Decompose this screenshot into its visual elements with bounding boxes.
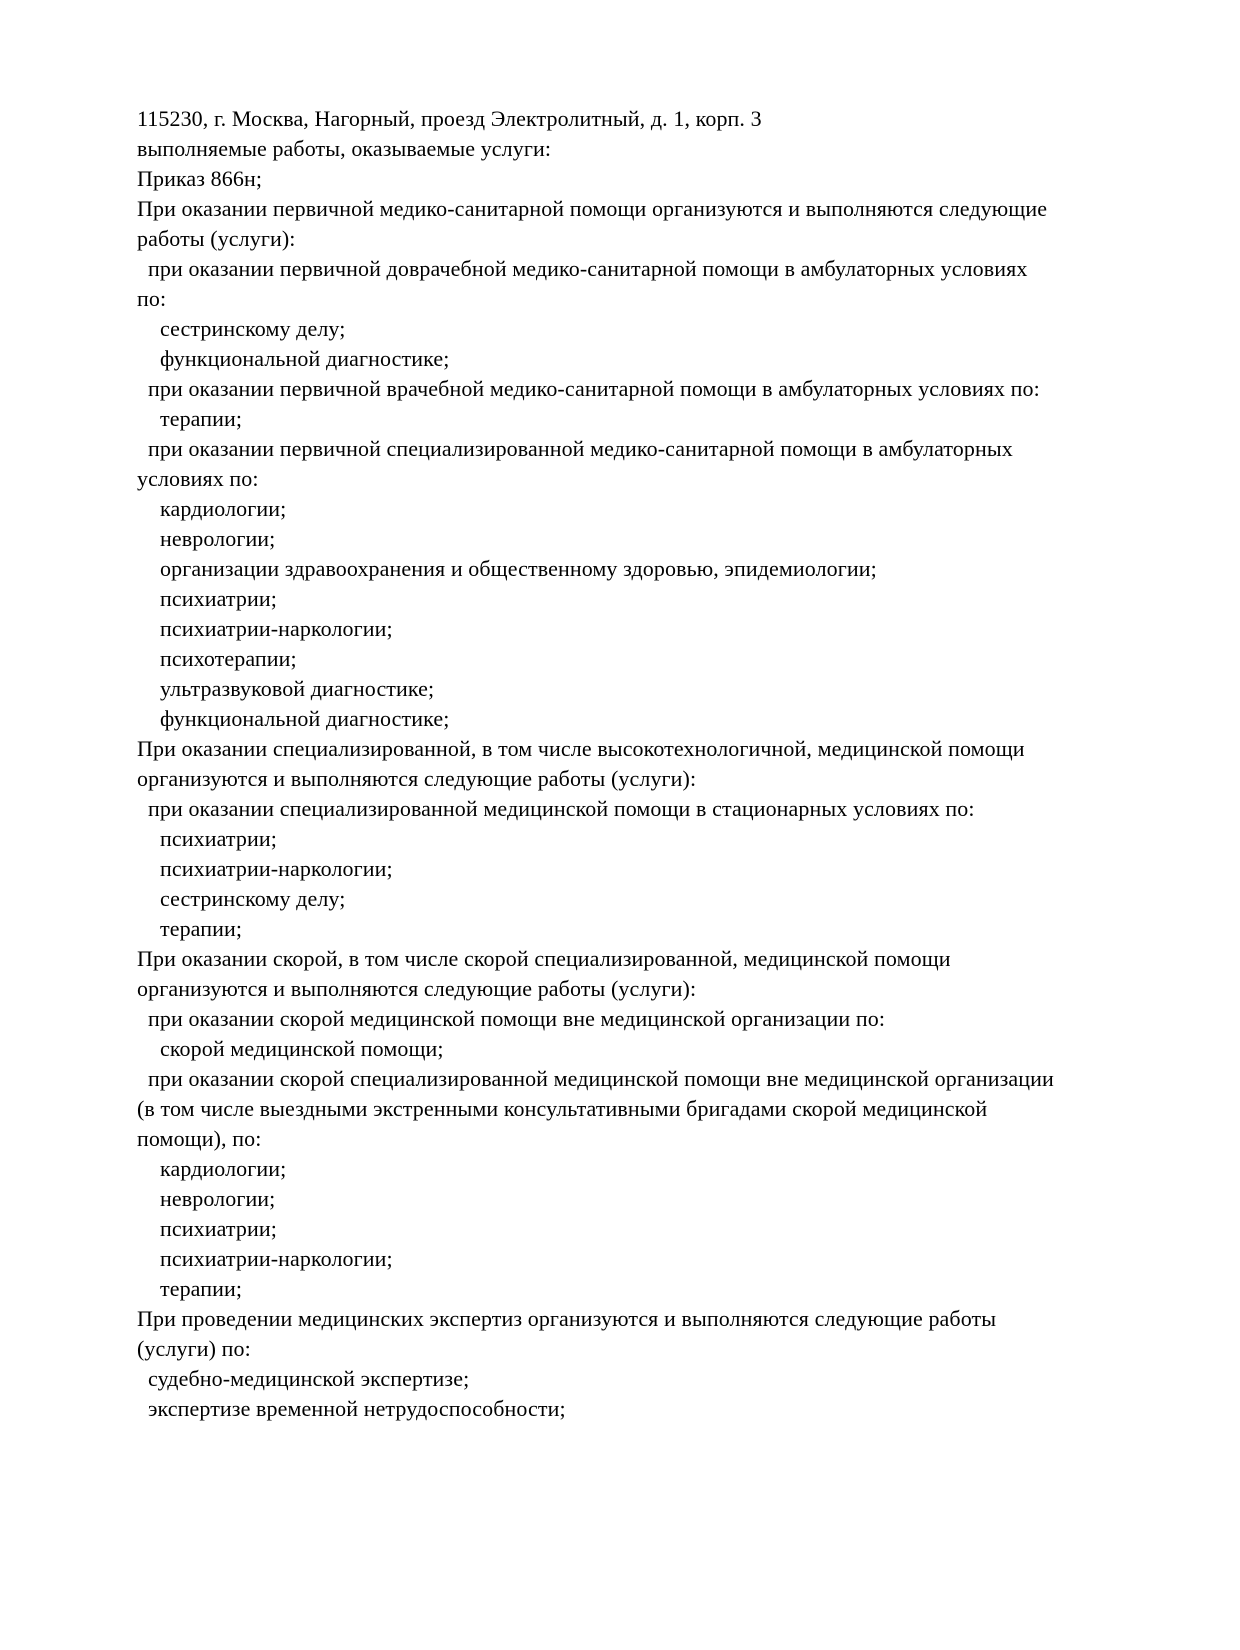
text-line: при оказании скорой медицинской помощи вне медицинской организации по: (148, 1006, 886, 1031)
text-line: Приказ 866н; (137, 166, 263, 191)
text-line: психиатрии-наркологии; (160, 1246, 393, 1271)
text-line: При оказании первичной медико-санитарной помощи организуются и выполняются следующие (137, 196, 1048, 221)
text-line: психиатрии; (160, 826, 277, 851)
text-line: при оказании скорой специализированной медицинской помощи вне медицинской организации (148, 1066, 1054, 1091)
text-line: функциональной диагностике; (160, 346, 450, 371)
text-line: психиатрии-наркологии; (160, 616, 393, 641)
document-text-block (137, 104, 1177, 1424)
text-line: 115230, г. Москва, Нагорный, проезд Электролитный, д. 1, корп. 3 (137, 106, 762, 131)
text-line: сестринскому делу; (160, 886, 346, 911)
text-line: условиях по: (137, 466, 259, 491)
text-line: скорой медицинской помощи; (160, 1036, 444, 1061)
text-line: терапии; (160, 406, 243, 431)
text-line: кардиологии; (160, 1156, 287, 1181)
text-line: при оказании специализированной медицинской помощи в стационарных условиях по: (148, 796, 975, 821)
text-line: психиатрии-наркологии; (160, 856, 393, 881)
text-line: (услуги) по: (137, 1336, 251, 1361)
text-line: психиатрии; (160, 586, 277, 611)
text-line: организуются и выполняются следующие работы (услуги): (137, 976, 697, 1001)
text-line: при оказании первичной специализированной медико-санитарной помощи в амбулаторных (148, 436, 1013, 461)
text-line: помощи), по: (137, 1126, 262, 1151)
text-line: организации здравоохранения и общественному здоровью, эпидемиологии; (160, 556, 877, 581)
text-line: работы (услуги): (137, 226, 296, 251)
text-line: организуются и выполняются следующие работы (услуги): (137, 766, 697, 791)
text-line: выполняемые работы, оказываемые услуги: (137, 136, 552, 161)
text-line: неврологии; (160, 526, 276, 551)
text-line: ультразвуковой диагностике; (160, 676, 435, 701)
text-line: психиатрии; (160, 1216, 277, 1241)
text-line: кардиологии; (160, 496, 287, 521)
text-line: терапии; (160, 1276, 243, 1301)
text-line: экспертизе временной нетрудоспособности; (148, 1396, 566, 1421)
text-line: неврологии; (160, 1186, 276, 1211)
text-line: психотерапии; (160, 646, 297, 671)
text-line: При проведении медицинских экспертиз организуются и выполняются следующие работы (137, 1306, 997, 1331)
text-line: (в том числе выездными экстренными консультативными бригадами скорой медицинской (137, 1096, 988, 1121)
text-line: терапии; (160, 916, 243, 941)
text-line: При оказании скорой, в том числе скорой специализированной, медицинской помощи (137, 946, 951, 971)
text-line: по: (137, 286, 167, 311)
text-line: сестринскому делу; (160, 316, 346, 341)
text-line: при оказании первичной врачебной медико-санитарной помощи в амбулаторных условиях по: (148, 376, 1040, 401)
text-line: судебно-медицинской экспертизе; (148, 1366, 470, 1391)
text-line: При оказании специализированной, в том числе высокотехнологичной, медицинской помощи (137, 736, 1025, 761)
text-line: функциональной диагностике; (160, 706, 450, 731)
text-line: при оказании первичной доврачебной медико-санитарной помощи в амбулаторных условиях (148, 256, 1028, 281)
